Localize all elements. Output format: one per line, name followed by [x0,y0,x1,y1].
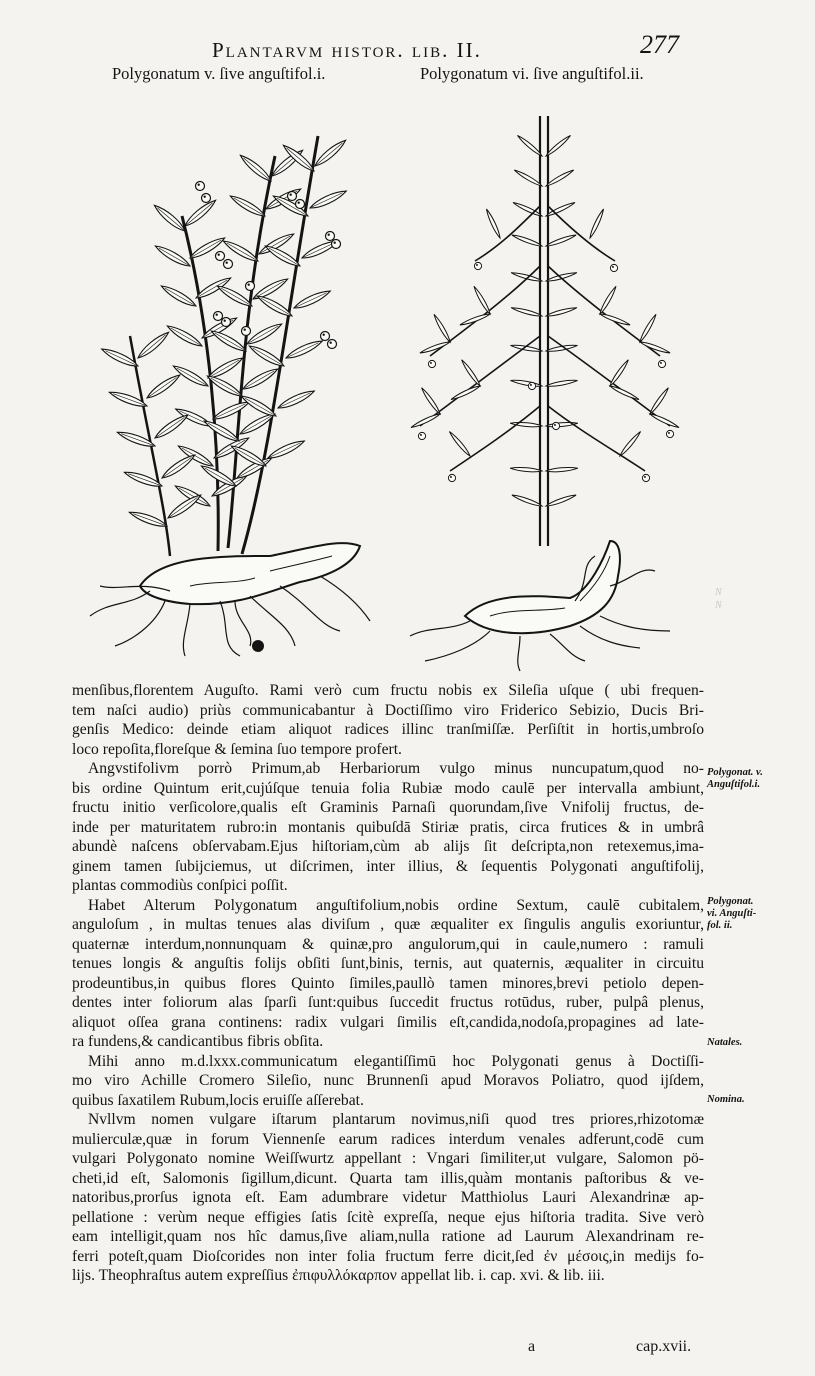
margin-note-nomina: Nomina. [707,1094,745,1105]
figure-caption-right: Polygonatum vi. ſive anguſtifol.ii. [420,64,644,83]
text-line: aliquot oſſea grana continens: radix vulgari ſimilis eſt,candida,nodoſa,propagines ad late- [72,1013,704,1031]
text-line: fructu initio verſicolore,qualis eſt Graminis Parnaſi quorundam,ſive Vnifolij fructus, de- [72,799,704,816]
page-number: 277 [640,30,679,59]
signature-mark: a [528,1338,536,1355]
text-line: quaternæ interdum,nonnunquam & quinæ,pro angulorum,qui in caule,numero : ramuli [72,935,704,953]
margin-note-line: Polygonat. v. [707,767,763,778]
text-line: Nvllvm nomen vulgare iſtarum plantarum novimus,niſi quod tres priores,rhizotomæ [88,1111,704,1128]
margin-note-line: fol. ii. [707,920,733,931]
margin-note-polygonat-vi [707,896,756,932]
text-line: inde per maturitatem rubro:in montanis quibuſdā Stiriæ pratis, circa frutices & in umbrâ [72,818,704,836]
text-line: pellatione : verùm neque effigies ſatis ſcitè expreſſa, neque ejus hiſtoria tradita. Sive verò [72,1208,704,1226]
figure-caption-left: Polygonatum v. ſive anguſtifol.i. [112,64,326,83]
text-line: anguloſum , in multas tenues alas diviſum , quæ æqualiter ex ſingulis angulis exoriuntur, [72,916,704,933]
text-line: lijs. Theophraſtus autem expreſſius ἐπιφυλλόκαρπον appellat lib. i. cap. xvi. & lib. iii. [72,1267,605,1284]
text-line: prodeuntibus,in quibus flores Quinto ſimiles,paullò tamen minores,brevi petiolo depen- [72,974,704,992]
text-line: ra fundens,& candicantibus fibris obſita. [72,1033,324,1050]
margin-note-line: Anguſtifol.i. [707,779,761,790]
text-line: quibus ſaxatilem Rubum,locis eruiſſe aſſerebat. [72,1091,364,1109]
right-plant-illustration [410,116,680,671]
text-line: tenues longis & anguſtis folijs obſiti ſunt,binis, ternis, aut quaternis, æqualiter in circuitu [72,955,704,972]
text-line: Mihi anno m.d.lxxx.communicatum elegantiſſimū hoc Polygonati genus à Doctiſſi- [88,1052,704,1070]
show-through-line: Ν [715,587,722,598]
text-line: Angvstifolivm porrò Primum,ab Herbariorum vulgo minus nuncupatum,quod no- [88,760,704,777]
text-line: mulierculæ,quæ in forum Viennenſe earum radices interdum venales adferunt,codē cum [72,1130,704,1148]
woodcut-plates [70,86,690,676]
body-text [72,681,704,1286]
text-line: natoribus,prorſus ignota eſt. Eam adumbrare videtur Matthiolus Lauri Alexandrinæ ap- [72,1189,704,1206]
show-through [715,586,722,612]
text-line: ferri poteſt,quam Dioſcorides non inter folia fructum ferre dicit,ſed ἐν μέσοις,in medijs fo- [72,1247,704,1265]
show-through-line: Ν [715,600,722,611]
text-line: menſibus,florentem Auguſto. Rami verò cum fructu nobis ex Sileſia uſque ( ubi frequen- [72,682,704,699]
text-line: dentes inter foliorum alas ſparſi ſunt:quibus ſuccedit fructus rotūdus, ruber, pulpâ plenus, [72,994,704,1011]
text-line: bis ordine Quintum erit,cujúſque tenuia folia Rubiæ modo caulē per intervalla ambiunt, [72,779,704,797]
text-line: loco repoſita,floreſque & ſemina ſuo tempore profert. [72,740,402,758]
left-plant-illustration [90,136,370,656]
margin-note-natales: Natales. [707,1037,743,1048]
text-line: genſis Medico: deinde etiam aliquot radices illinc tranſmiſſæ. Perſiſtit in hortis,umbroſo [72,721,704,738]
text-line: tem naſci audio) priùs communicabantur à Doctiſſimo viro Friderico Sebizio, Ducis Bri- [72,701,704,719]
text-line: ginem tamen ſubijciemus, ut diſcrimen, inter illius, & ſequentis Polygonati anguſtifolij, [72,857,704,875]
text-line: abundè naſcens obſervabam.Ejus hiſtoriam,cùm ab alijs ſit deſcripta,non retexemus,ima- [72,838,704,855]
text-line: eam intelligit,quam nos hîc damus,ſive aliam,nulla ratione ad Laurum Alexandrinam re- [72,1228,704,1245]
text-line: vulgari Polygonato nomine Weiſſwurtz appellant : Vngari ſimiliter,ut vulgare, Salomon pö- [72,1150,704,1167]
text-line: plantas commodiùs conſpici poſſit. [72,877,288,894]
text-line: Habet Alterum Polygonatum anguſtifolium,nobis ordine Sextum, caulē cubitalem, [88,896,704,914]
margin-note-line: Polygonat. [707,896,754,907]
text-line: mo viro Achille Cromero Sileſio, nunc Brunnenſi apud Moravos Poliatro, quod ijſdem, [72,1072,704,1089]
margin-note-line: vi. Anguſti- [707,908,757,919]
catchword: cap.xvii. [636,1338,692,1355]
margin-note-polygonat-v [707,767,763,791]
text-line: cheti,id eſt, Salomonis ſigillum,dicunt. Quarta tam illis,quàm montanis paſtoribus & ve- [72,1169,704,1187]
running-title: Plantarvm histor. lib. II. [212,38,482,62]
